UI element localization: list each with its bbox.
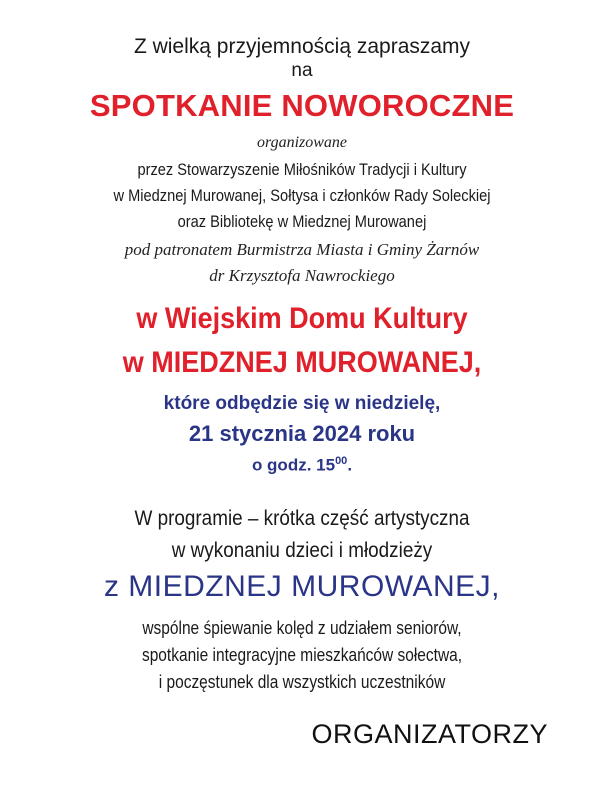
organized-label: organizowane	[256, 134, 348, 151]
patronage-line-2: dr Krzysztofa Nawrockiego	[209, 266, 395, 285]
time-prefix: o godz. 15	[251, 455, 336, 475]
time-minutes: 00	[335, 455, 348, 467]
intro-line-na: na	[291, 60, 313, 81]
venue-line-1: w Wiejskim Domu Kultury	[136, 302, 468, 335]
program-line-4: wspólne śpiewanie kolęd z udziałem seniorów,	[142, 618, 462, 638]
program-line-5: spotkanie integracyjne mieszkańców sołectwa,	[141, 645, 463, 665]
program-line-1: W programie – krótka część artystyczna	[134, 507, 470, 530]
organizer-line-3: oraz Bibliotekę w Miedznej Murowanej	[177, 212, 427, 231]
program-line-3: z MIEDZNEJ MUROWANEJ,	[103, 570, 501, 603]
event-title: SPOTKANIE NOWOROCZNE	[89, 88, 515, 123]
time-suffix: .	[347, 455, 353, 475]
organizer-line-2: w Miedznej Murowanej, Sołtysa i członków Rady Soleckiej	[113, 186, 491, 205]
organizer-line-1: przez Stowarzyszenie Miłośników Tradycji i Kultury	[137, 160, 467, 179]
venue-line-2: w MIEDZNEJ MUROWANEJ,	[122, 346, 482, 379]
organizers-signature: ORGANIZATORZY	[311, 719, 548, 749]
intro-line: Z wielką przyjemnością zapraszamy	[133, 35, 471, 58]
patronage-line-1: pod patronatem Burmistrza Miasta i Gminy Żarnów	[124, 240, 480, 259]
date-line-1: które odbędzie się w niedzielę,	[163, 393, 441, 414]
program-line-6: i poczęstunek dla wszystkich uczestników	[158, 672, 446, 692]
program-line-2: w wykonaniu dzieci i młodzieży	[171, 539, 433, 562]
event-time	[0, 455, 604, 476]
date-line-2: 21 stycznia 2024 roku	[188, 421, 416, 446]
